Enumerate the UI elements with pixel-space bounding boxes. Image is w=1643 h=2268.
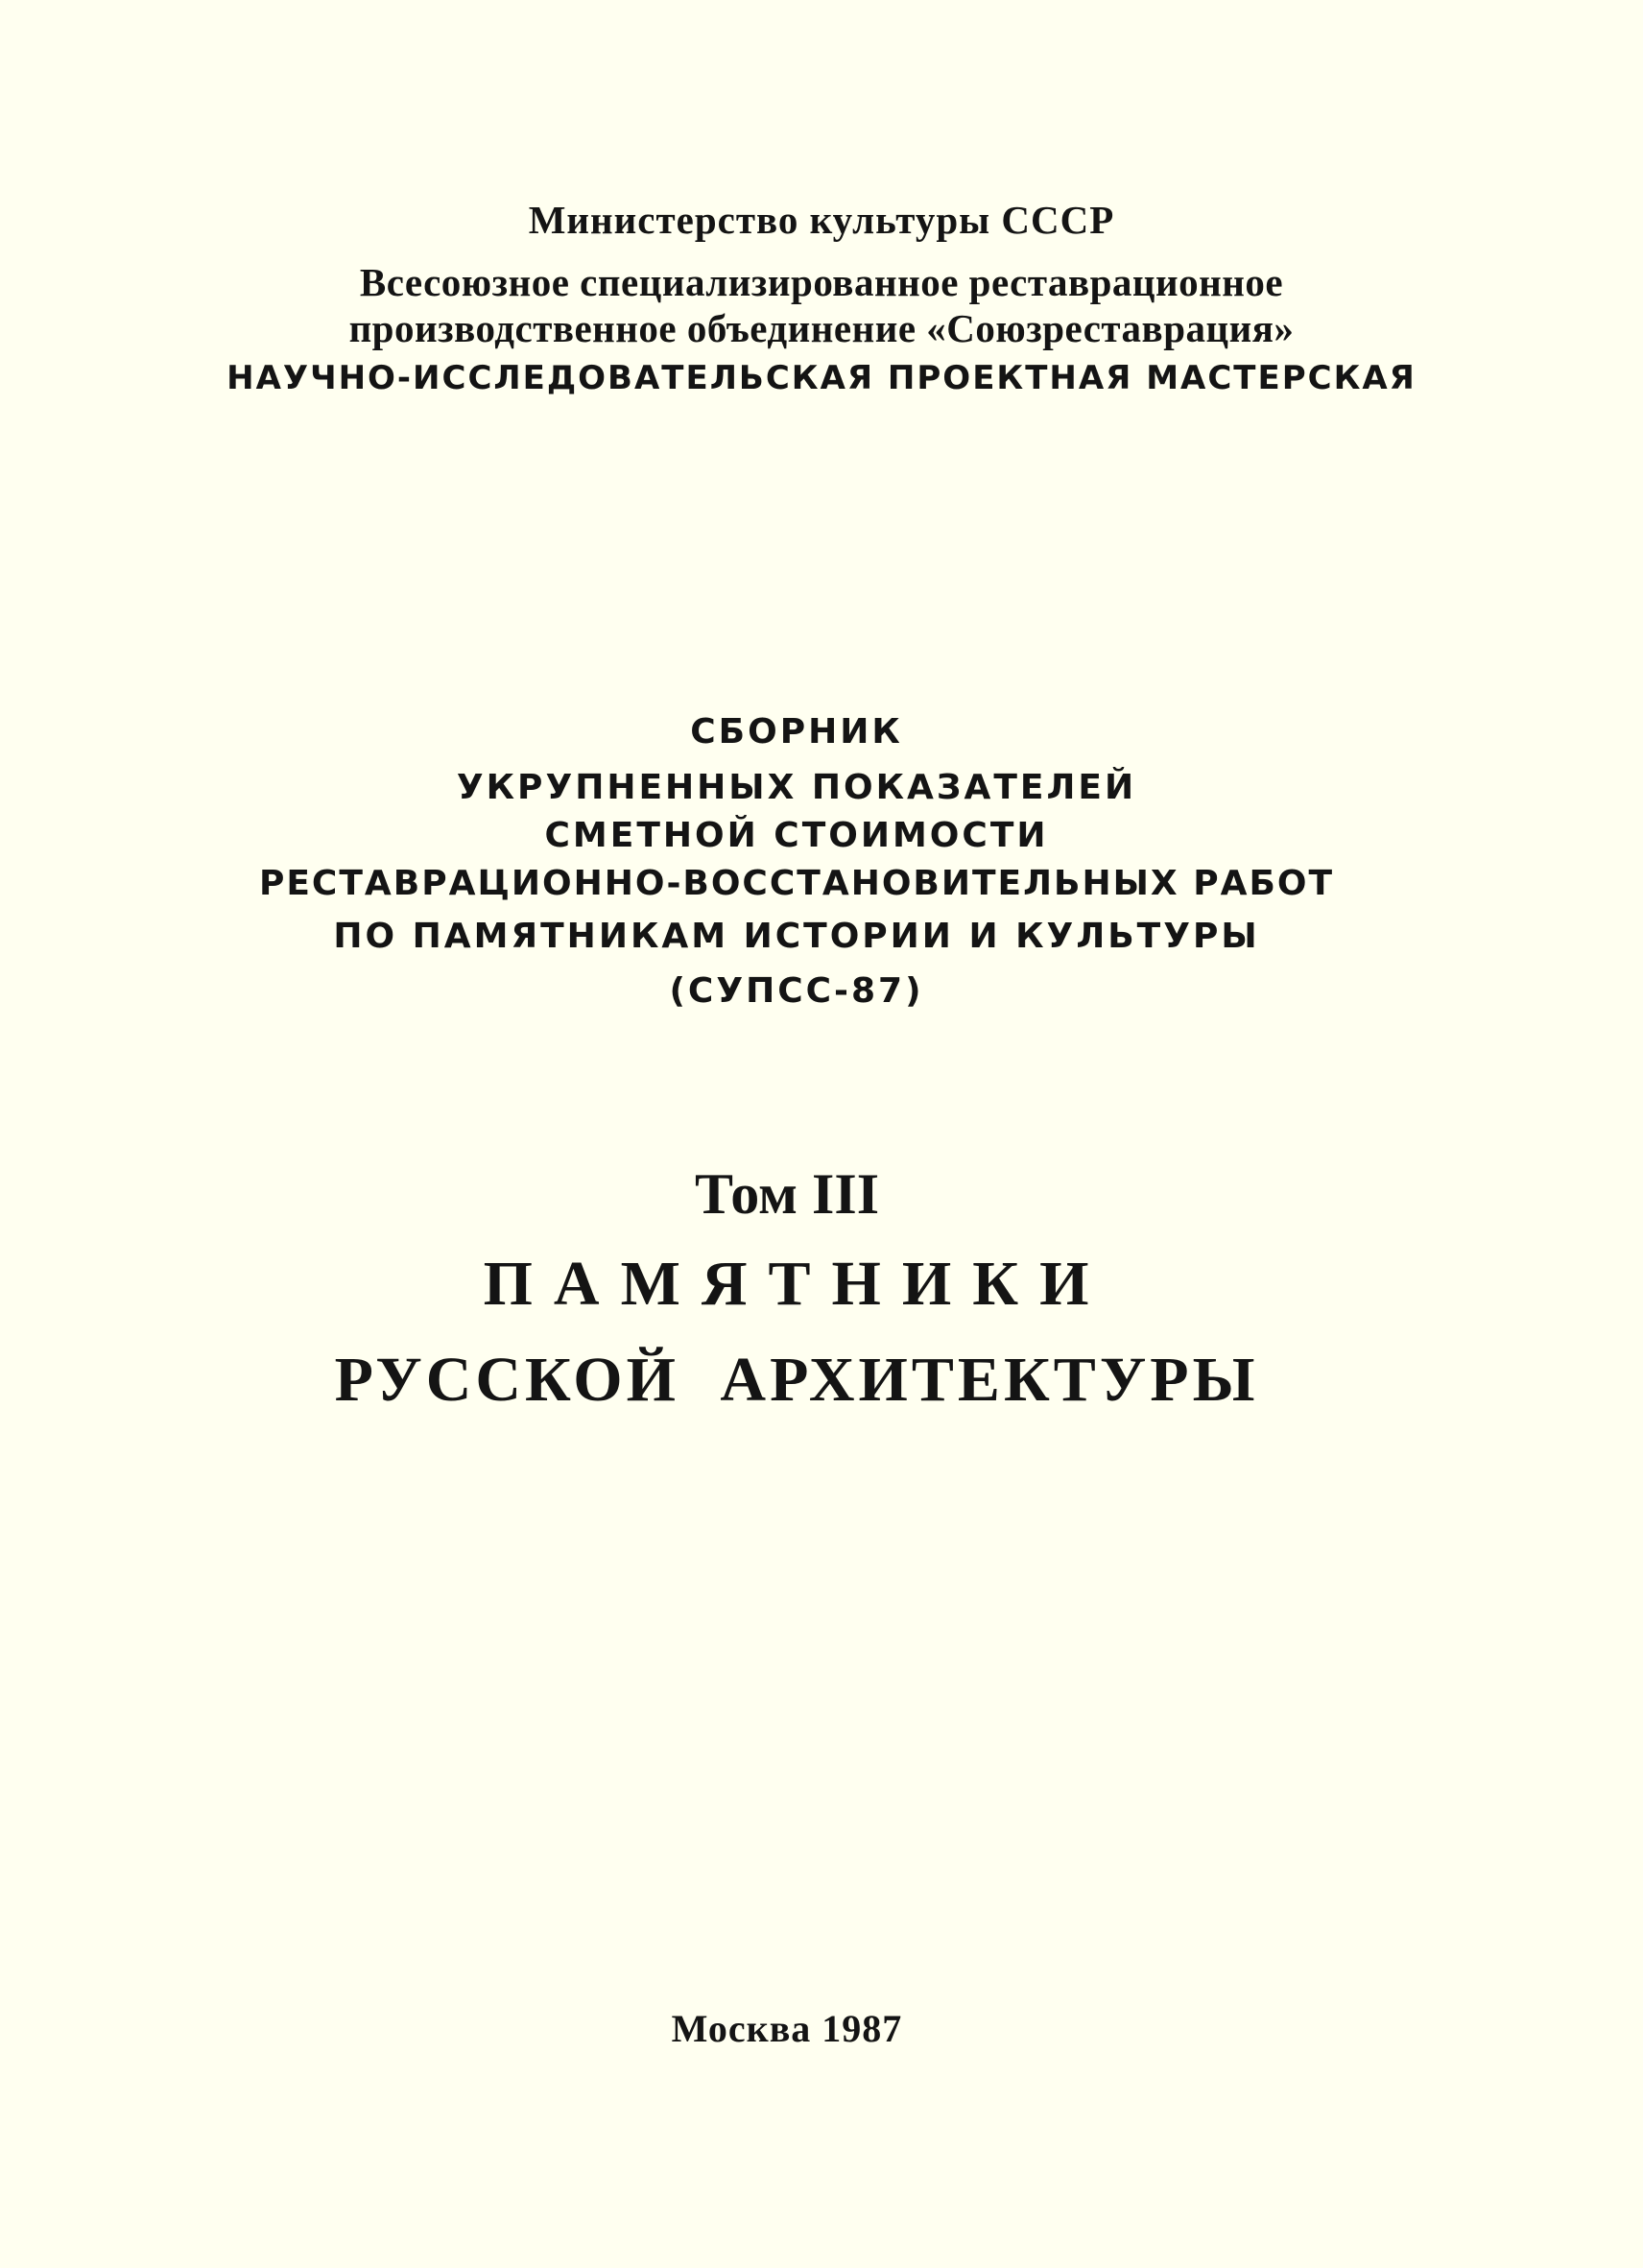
workshop-name: НАУЧНО-ИССЛЕДОВАТЕЛЬСКАЯ ПРОЕКТНАЯ МАСТЕРСКАЯ — [226, 359, 1417, 397]
collection-title-line-5: ПО ПАМЯТНИКАМ ИСТОРИИ И КУЛЬТУРЫ — [333, 917, 1260, 956]
association-name-line-2: производственное объединение «Союзреставрация» — [348, 306, 1295, 350]
collection-title-line-4: РЕСТАВРАЦИОННО-ВОССТАНОВИТЕЛЬНЫХ РАБОТ — [258, 864, 1335, 903]
collection-title-line-2: УКРУПНЕННЫХ ПОКАЗАТЕЛЕЙ — [456, 768, 1137, 807]
ministry-name: Министерство культуры СССР — [528, 198, 1115, 242]
association-name-line-1: Всесоюзное специализированное реставрационное — [359, 260, 1284, 304]
volume-label: Том III — [694, 1162, 880, 1226]
imprint-city-year: Москва 1987 — [671, 2007, 903, 2050]
collection-title-line-3: СМЕТНОЙ СТОИМОСТИ — [544, 816, 1049, 855]
volume-title-line-1: ПАМЯТНИКИ — [483, 1249, 1110, 1319]
collection-title-line-1: СБОРНИК — [690, 712, 903, 752]
collection-code: (СУПСС-87) — [669, 971, 924, 1011]
volume-title-line-2: РУССКОЙ АРХИТЕКТУРЫ — [334, 1345, 1259, 1415]
